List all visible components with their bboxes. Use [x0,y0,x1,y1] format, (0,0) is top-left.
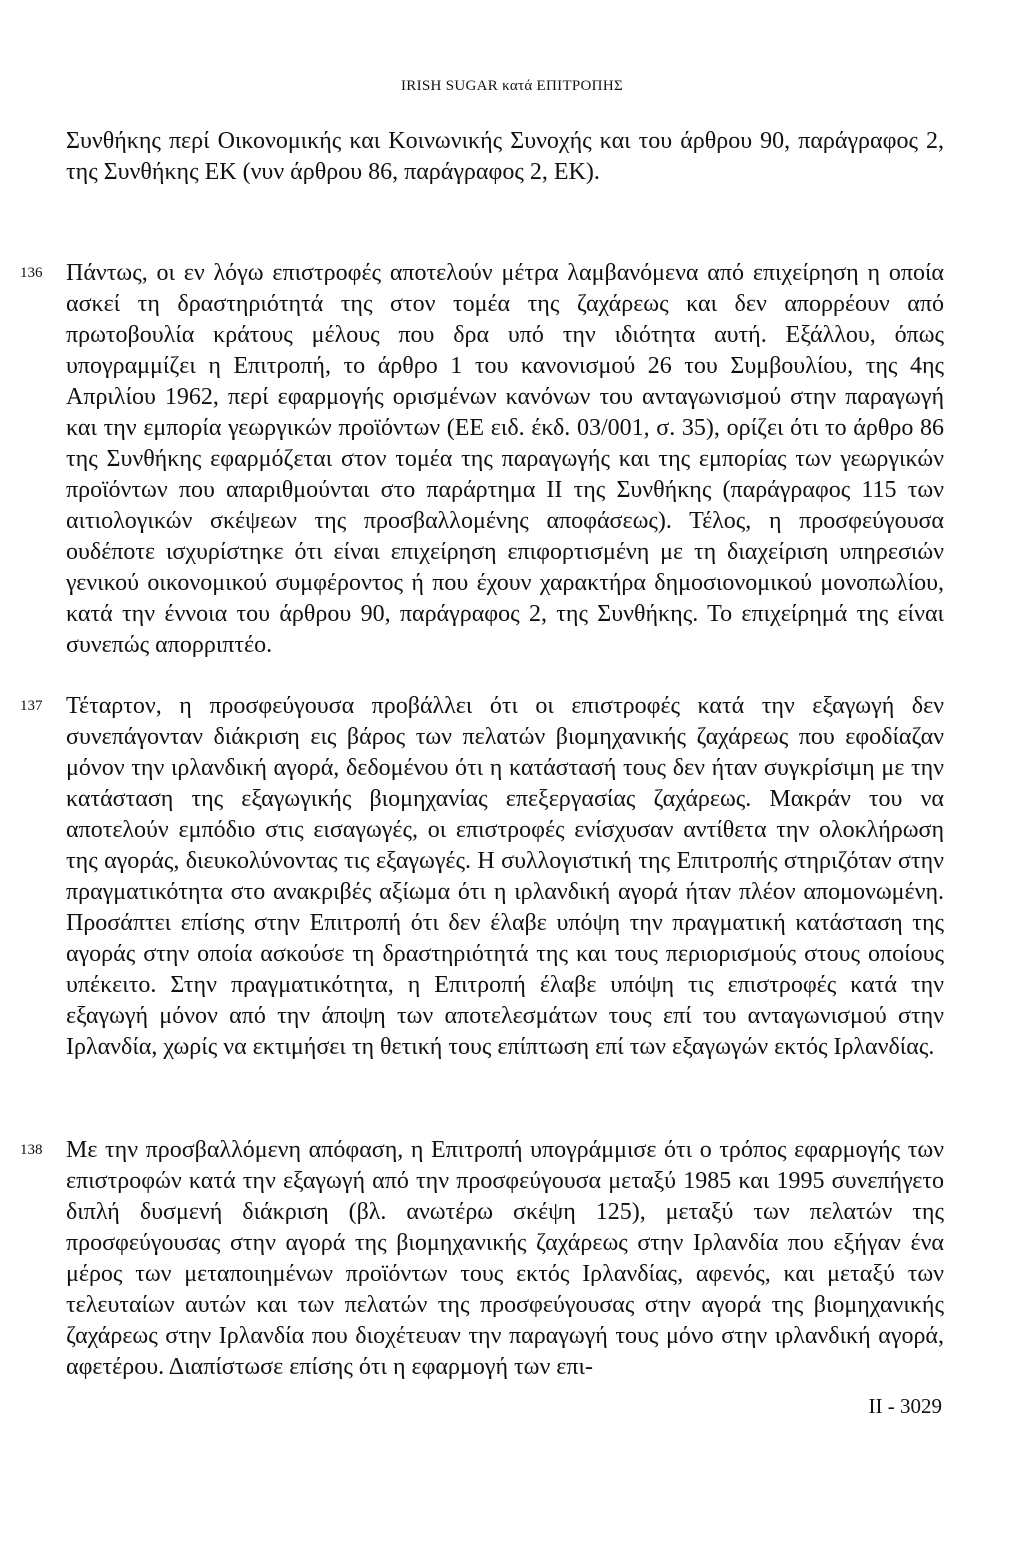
paragraph-136: Πάντως, οι εν λόγω επιστροφές αποτελούν μέτρα λαμβανόμενα από επιχείρηση η οποία ασκεί τη δραστηριότητά της στον τομέα της ζαχάρεως και δεν απορρέουν από πρωτοβουλία κράτους μέλους που δρα υπό την ιδιότητα αυτή. Εξάλλου, όπως υπογραμμίζει η Επιτροπή, το άρθρο 1 του κανονισμού 26 του Συμβουλίου, της 4ης Απριλίου 1962, περί εφαρμογής ορισμένων κανόνων του ανταγωνισμού στην παραγωγή και την εμπορία γεωργικών προϊόντων (ΕΕ ειδ. έκδ. 03/001, σ. 35), ορίζει ότι το άρθρο 86 της Συνθήκης εφαρμόζεται στον τομέα της παραγωγής και της εμπορίας των γεωργικών προϊόντων που απαριθμούνται στο παράρτημα II της Συνθήκης (παράγραφος 115 των αιτιολογικών σκέψεων της προσβαλλομένης αποφάσεως). Τέλος, η προσφεύγουσα ουδέποτε ισχυρίστηκε ότι είναι επιχείρηση επιφορτισμένη με τη διαχείριση υπηρεσιών γενικού οικονομικού συμφέροντος ή που έχουν χαρακτήρα δημοσιονομικού μονοπωλίου, κατά την έννοια του άρθρου 90, παράγραφος 2, της Συνθήκης. Το επιχείρημά της είναι συνεπώς απορριπτέο. [66,260,944,658]
paragraph-138: Με την προσβαλλόμενη απόφαση, η Επιτροπή υπογράμμισε ότι ο τρόπος εφαρμογής των επιστροφών κατά την εξαγωγή από την προσφεύγουσα μεταξύ 1985 και 1995 συνεπήγετο διπλή δυσμενή διάκριση (βλ. ανωτέρω σκέψη 125), μεταξύ των πελατών της προσφεύγουσας στην αγορά της βιομηχανικής ζαχάρεως στην Ιρλανδία που εξήγαν ένα μέρος των μεταποιημένων προϊόντων τους εκτός Ιρλανδίας, αφενός, και μεταξύ των τελευταίων αυτών και των πελατών της προσφεύγουσας στην αγορά της βιομηχανικής ζαχάρεως στην Ιρλανδία που διοχέτευαν την παραγωγή τους μόνο στην ιρλανδική αγορά, αφετέρου. Διαπίστωσε επίσης ότι η εφαρμογή των επι- [66,1137,944,1380]
paragraph-continuation: Συνθήκης περί Οικονομικής και Κοινωνικής Συνοχής και του άρθρου 90, παράγραφος 2, της Συνθήκης ΕΚ (νυν άρθρου 86, παράγραφος 2, ΕΚ). [66,128,944,185]
page-number: II - 3029 [868,1394,942,1418]
paragraph-number-137: 137 [20,698,43,714]
running-header: IRISH SUGAR κατά ΕΠΙΤΡΟΠΗΣ [401,78,623,94]
paragraph-number-136: 136 [20,265,43,281]
paragraph-number-138: 138 [20,1142,43,1158]
paragraph-137: Τέταρτον, η προσφεύγουσα προβάλλει ότι οι επιστροφές κατά την εξαγωγή δεν συνεπάγονταν διάκριση εις βάρος των πελατών βιομηχανικής ζαχάρεως που εφοδίαζαν μόνον την ιρλανδική αγορά, δεδομένου ότι η κατάστασή τους δεν ήταν συγκρίσιμη με την κατάσταση της εξαγωγικής βιομηχανίας επεξεργασίας ζαχάρεως. Μακράν του να αποτελούν εμπόδιο στις εισαγωγές, οι επιστροφές ενίσχυσαν αντίθετα την ολοκλήρωση της αγοράς, διευκολύνοντας τις εξαγωγές. Η συλλογιστική της Επιτροπής στηριζόταν στην πραγματικότητα στο ανακριβές αξίωμα ότι η ιρλανδική αγορά ήταν πλέον απομονωμένη. Προσάπτει επίσης στην Επιτροπή ότι δεν έλαβε υπόψη την πραγματική κατάσταση της αγοράς στην οποία ασκούσε τη δραστηριότητά της και τους περιορισμούς στους οποίους υπέκειτο. Στην πραγματικότητα, η Επιτροπή έλαβε υπόψη τις επιστροφές κατά την εξαγωγή μόνον από την άποψη των αποτελεσμάτων τους επί του ανταγωνισμού στην Ιρλανδία, χωρίς να εκτιμήσει τη θετική τους επίπτωση επί των εξαγωγών εκτός Ιρλανδίας. [66,693,944,1060]
